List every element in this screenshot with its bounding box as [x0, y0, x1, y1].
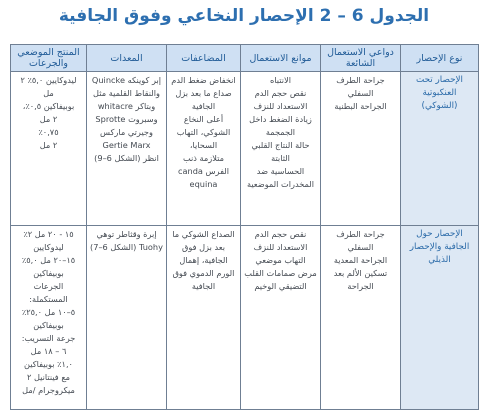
header-row: [11, 45, 479, 72]
cell-text: انخفاض ضغط الدم صداع ما بعد بزل الجافية أعلى النخاع الشوكي، التهاب السحايا، متلازمة ذنب الفرس canda equina: [171, 75, 236, 189]
cell-equipment: [87, 225, 167, 409]
header-indications: دواعي الاستعمال الشائعة: [321, 45, 401, 72]
cell-text: إبر كوينكه Quincke والنقاط القلمية مثل وبتاكر whitacre وسبروت Sprotte وجيرتي ماركس Gertie Marx انظر (الشكل 6–9): [91, 75, 162, 163]
cell-indications: [321, 225, 401, 409]
cell-text: الإحصار تحت العنكبوتية (الشوكي): [415, 75, 464, 111]
cell-text: الصداع الشوكي ما بعد بزل فوق الجافية، إهمال الورم الدموي فوق الجافية: [172, 228, 235, 291]
header-block-type: نوع الإحصار: [401, 45, 479, 72]
cell-contraindications: [241, 225, 321, 409]
nerve-block-table: [10, 44, 479, 410]
cell-type: [401, 225, 479, 409]
cell-text: الانتباه نقص حجم الدم الاستعداد للنزف زيادة الضغط داخل الجمجمة حالة النتاج القلبي الثابتة الحساسية ضد المخدرات الموضعية: [246, 75, 315, 189]
table-row: [11, 225, 479, 409]
header-equipment: المعدات: [87, 45, 167, 72]
table-row: [11, 72, 479, 226]
cell-text: ١٥ - ٢٠ مل ٢٪ ليدوكايين ١٥–٢٠ مل ٥,٠٪ بوبيفاكين الجرعات المستكملة: ٥–١٠ مل ٢٥,٠٪ بوبيفاكين جرعة التسريب: ٦ – ١٨ مل ١,٠٪ بوبيفاكين مع فينتانيل ٢ ميكروجرام /مل: [21, 228, 76, 395]
cell-text: جراحة الطرف السفلي الجراحة البطنية: [334, 75, 387, 111]
cell-dosing: [11, 72, 87, 226]
cell-complications: [167, 72, 241, 226]
cell-text: الإحصار حول الجافية والإحصار الذيلي: [409, 228, 470, 265]
cell-contraindications: [241, 72, 321, 226]
table-title: الجدول 6 – 2 الإحصار النخاعي وفوق الجافية: [58, 6, 430, 26]
cell-text: ليدوكايين ٥,٠٪ ٢ مل بوبيفاكين ٠,٥٪، ٢ مل ٠,٧٥٪ ٢ مل: [20, 75, 77, 150]
cell-text: نقص حجم الدم الاستعداد للنزف التهاب موضعي مرض صمامات القلب التضيقي الوخيم: [244, 228, 317, 291]
cell-dosing: [11, 225, 87, 409]
cell-type: [401, 72, 479, 226]
header-complications: المضاعفات: [167, 45, 241, 72]
cell-indications: [321, 72, 401, 226]
cell-equipment: [87, 72, 167, 226]
header-contraindications: موانع الاستعمال: [241, 45, 321, 72]
header-dosing: المنتج الموضعي والجرعات: [11, 45, 87, 72]
cell-text: جراحة الطرف السفلي الجراحة المعدية تسكين الألم بعد الجراحة: [333, 228, 388, 291]
cell-text: إبرة وقثاطر توهي Tuohy (الشكل 6–7): [90, 228, 163, 252]
cell-complications: [167, 225, 241, 409]
